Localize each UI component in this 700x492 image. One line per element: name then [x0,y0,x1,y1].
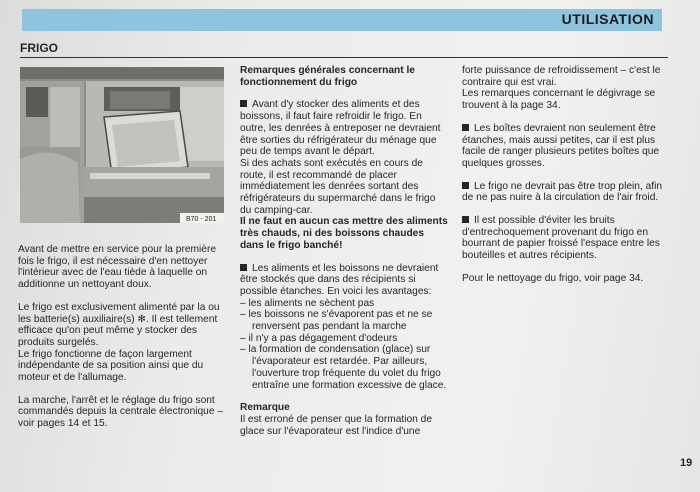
col2-paragraph: Les aliments et les boissons ne devraient être stockés que dans des récipients si possible étanches. En voici les avantages: [240,262,439,297]
bullet-square-icon [240,264,247,271]
header-title: UTILISATION [561,11,654,27]
list-item: – la formation de condensation (glace) sur l'évaporateur est retardée. Par ailleurs, l'ouverture trop fréquente du volet du frigo entraîne une formation excessive de glace. [240,344,447,391]
warning-text: Il ne faut en aucun cas mettre des aliments très chauds, ni des boissons chaudes dans le frigo banché! [240,216,448,251]
bullet-square-icon [462,182,469,189]
column-1 [18,244,226,430]
fridge-photo [20,67,224,223]
col3-paragraph: forte puissance de refroidissement – c'est le contraire qui est vrai. [462,65,661,88]
col1-paragraph: Le frigo fonctionne de façon largement indépendante de sa position ainsi que du moteur et de l'allumage. [18,348,204,384]
section-title: FRIGO [20,41,58,55]
col1-paragraph: Avant de mettre en service pour la première fois le frigo, il est nécessaire d'en nettoyer l'intérieur avec de l'eau tiède à laquelle on additionne un nettoyant doux. [18,244,216,291]
remarks-heading: Remarques générales concernant le fonctionnement du frigo [240,65,415,88]
bullet-square-icon [462,216,469,223]
page-number: 19 [680,457,693,469]
col3-paragraph: Le frigo ne devrait pas être trop plein, afin de ne pas nuire à la circulation de l'air froid. [462,180,663,204]
remark-title: Remarque [240,402,290,414]
bullet-square-icon [462,124,469,131]
list-item: – les aliments ne sèchent pas [240,297,375,309]
column-3 [462,65,670,285]
col3-paragraph: Pour le nettoyage du frigo, voir page 34. [462,272,644,284]
col1-paragraph: La marche, l'arrêt et le réglage du frigo sont commandés depuis la centrale électronique – voir pages 14 et 15. [18,394,224,430]
header-bar [22,9,662,31]
col2-paragraph: Si des achats sont exécutés en cours de route, il est recommandé de placer immédiatement les denrées sortant des réfrigérateurs du supermarché dans le frigo du camping-car. [240,157,436,216]
col3-paragraph: Les boîtes devraient non seulement être étanches, mais aussi petites, car il est plus facile de ranger plusieurs petites boîtes que quelques grosses. [462,122,660,169]
remark-text: Il est erroné de penser que la formation de glace sur l'évaporateur est l'indice d'une [240,413,432,437]
bullet-square-icon [240,100,247,107]
column-2 [240,65,448,437]
col2-paragraph: Avant d'y stocker des aliments et des boissons, il faut faire refroidir le frigo. En outre, les denrées à entreposer ne devraient être sorties du réfrigérateur du ménage que peu de temps avant le départ. [240,99,441,158]
list-item: – il n'y a pas dégagement d'odeurs [240,332,398,344]
photo-ref: B70 - 201 [186,216,217,223]
col1-paragraph: Le frigo est exclusivement alimenté par la ou les batterie(s) auxiliaire(s) ✻. Il est tellement efficace qu'on peut même y stocker des produits surgelés. [18,301,220,348]
section-rule [20,57,668,58]
list-item: – les boissons ne s'évaporent pas et ne se renversent pas pendant la marche [240,309,433,333]
col3-paragraph: Les remarques concernant le dégivrage se trouvent à la page 34. [462,88,656,112]
col3-paragraph: Il est possible d'éviter les bruits d'entrechoquement provenant du frigo en bourrant de papier froissé l'espace entre les bouteilles et autres récipients. [462,215,660,262]
